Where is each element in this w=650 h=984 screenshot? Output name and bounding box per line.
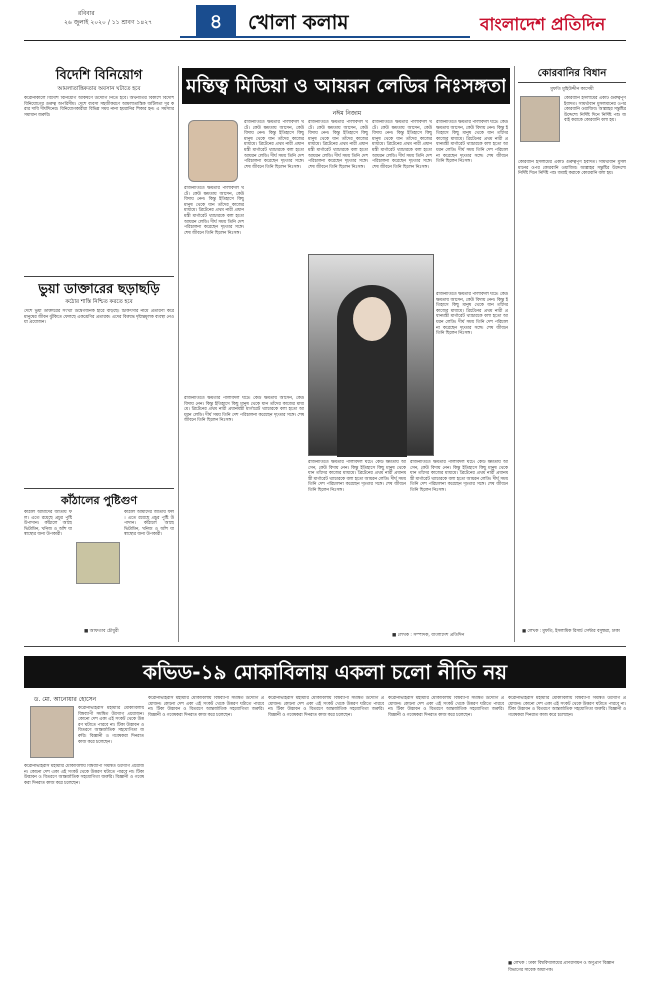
right-byline: ■ লেখক : মুফতি, ইসলামিক রিসার্চ সেন্টার বসুন্ধরা, ঢাকা	[522, 629, 620, 634]
left-divider-2	[24, 488, 174, 489]
main-byline: ■ লেখক : সম্পাদক, বাংলাদেশ প্রতিদিন	[392, 633, 465, 638]
masthead	[0, 0, 650, 60]
doctor-title: ভুয়া ডাক্তারের ছড়াছড়ি	[38, 282, 160, 297]
investment-article	[24, 66, 174, 272]
main-body-col1b: রাজনীতিতে ক্ষমতার পালাবদল ঘটে। কেউ ক্ষমতায় আসেন, কেউ বিদায় নেন। কিন্তু ইতিহাসে কিছু মানুষ থেকে যান তাঁদের কাজের মাধ্যমে। ব্রিটেনের প্রথম নারী প্রধানমন্ত্রী মার্গারেট থ্যাচারকে বলা হতো আয়রন লেডি। দীর্ঘ সময় তিনি দেশ পরিচালনা করেছেন দৃঢ়তার সঙ্গে। শেষ জীবনে তিনি ছিলেন নিঃসঙ্গ।	[244, 120, 304, 170]
section-title: খোলা কলাম	[248, 10, 349, 34]
bottom-byline: ■ লেখক : ঢাকা বিশ্ববিদ্যালয়ের প্রাণরসায়ন ও অণুপ্রাণ বিজ্ঞান বিভাগের সাবেক অধ্যাপক।	[508, 961, 615, 973]
main-body-col1: রাজনীতিতে ক্ষমতার পালাবদল ঘটে। কেউ ক্ষমতায় আসেন, কেউ বিদায় নেন। কিন্তু ইতিহাসে কিছু মানুষ থেকে যান তাঁদের কাজের মাধ্যমে। ব্রিটেনের প্রথম নারী প্রধানমন্ত্রী মার্গারেট থ্যাচারকে বলা হতো আয়রন লেডি। দীর্ঘ সময় তিনি দেশ পরিচালনা করেছেন দৃঢ়তার সঙ্গে। শেষ জীবনে তিনি ছিলেন নিঃসঙ্গ।	[184, 186, 244, 236]
feature-image-face	[353, 297, 391, 341]
page-number: ৪	[196, 5, 236, 37]
main-body-lower-3: রাজনীতিতে ক্ষমতার পালাবদল ঘটে। কেউ ক্ষমতায় আসেন, কেউ বিদায় নেন। কিন্তু ইতিহাসে কিছু মানুষ থেকে যান তাঁদের কাজের মাধ্যমে। ব্রিটেনের প্রথম নারী প্রধানমন্ত্রী মার্গারেট থ্যাচারকে বলা হতো আয়রন লেডি। দীর্ঘ সময় তিনি দেশ পরিচালনা করেছেন দৃঢ়তার সঙ্গে। শেষ জীবনে তিনি ছিলেন নিঃসঙ্গ।	[410, 460, 508, 493]
investment-body: করোনাকালে বিদেশি বিনিয়োগ আকর্ষণে উদ্যোগ নিতে হবে। অর্থনীতির বিকাশে বিদেশি বিনিয়োগের গুরুত্ব অপরিসীম। দেশে ব্যবসা সহজীকরণে আমলাতান্ত্রিক জটিলতা দূর করার দাবি দীর্ঘদিনের। বিনিয়োগকারীরা বিভিন্ন সময় নানা হয়রানির শিকার হন। এ সমস্যার সমাধান জরুরি।	[24, 96, 174, 118]
investment-title: বিদেশি বিনিয়োগ	[55, 68, 143, 83]
brand-logo: বাংলাদেশ প্রতিদিন	[480, 15, 606, 35]
main-body-col4: রাজনীতিতে ক্ষমতার পালাবদল ঘটে। কেউ ক্ষমতায় আসেন, কেউ বিদায় নেন। কিন্তু ইতিহাসে কিছু মানুষ থেকে যান তাঁদের কাজের মাধ্যমে। ব্রিটেনের প্রথম নারী প্রধানমন্ত্রী মার্গারেট থ্যাচারকে বলা হতো আয়রন লেডি। দীর্ঘ সময় তিনি দেশ পরিচালনা করেছেন দৃঢ়তার সঙ্গে। শেষ জীবনে তিনি ছিলেন নিঃসঙ্গ।	[436, 120, 508, 165]
main-body-col3: রাজনীতিতে ক্ষমতার পালাবদল ঘটে। কেউ ক্ষমতায় আসেন, কেউ বিদায় নেন। কিন্তু ইতিহাসে কিছু মানুষ থেকে যান তাঁদের কাজের মাধ্যমে। ব্রিটেনের প্রথম নারী প্রধানমন্ত্রী মার্গারেট থ্যাচারকে বলা হতো আয়রন লেডি। দীর্ঘ সময় তিনি দেশ পরিচালনা করেছেন দৃঢ়তার সঙ্গে। শেষ জীবনে তিনি ছিলেন নিঃসঙ্গ।	[372, 120, 432, 170]
column-rule-left	[178, 66, 179, 642]
right-author: মুফতি মুহিউদ্দীন কাসেমী	[550, 87, 594, 92]
left-divider-1	[24, 276, 174, 277]
jackfruit-body-right: কাঁঠাল আমাদের জাতীয় ফল। এতে রয়েছে প্রচুর পুষ্টি উপাদান। কাঁঠালে আছে ভিটামিন, খনিজ ও আঁশ যা স্বাস্থ্যের জন্য উপকারী।	[124, 510, 174, 538]
main-author: নঈম নিজাম	[332, 110, 362, 117]
jackfruit-article	[24, 492, 174, 642]
investment-subtitle: আমলাতান্ত্রিকতার অবসান ঘটাতে হবে	[57, 86, 141, 92]
column-rule-right	[514, 66, 515, 642]
main-body-col4b: রাজনীতিতে ক্ষমতার পালাবদল ঘটে। কেউ ক্ষমতায় আসেন, কেউ বিদায় নেন। কিন্তু ইতিহাসে কিছু মানুষ থেকে যান তাঁদের কাজের মাধ্যমে। ব্রিটেনের প্রথম নারী প্রধানমন্ত্রী মার্গারেট থ্যাচারকে বলা হতো আয়রন লেডি। দীর্ঘ সময় তিনি দেশ পরিচালনা করেছেন দৃঢ়তার সঙ্গে। শেষ জীবনে তিনি ছিলেন নিঃসঙ্গ।	[436, 292, 508, 337]
author-photo	[188, 120, 238, 182]
bottom-top-rule	[24, 646, 626, 647]
bottom-headline: কভিড-১৯ মোকাবিলায় একলা চলো নীতি নয়	[142, 660, 508, 684]
main-article	[182, 62, 510, 642]
right-article	[518, 62, 626, 642]
bottom-body-col2: করোনাভাইরাস মহামারি মোকাবিলায় বিশ্বব্যাপী সমন্বিত উদ্যোগ প্রয়োজন। কোনো দেশ একা এই সংকট থেকে উত্তরণ ঘটাতে পারবে না। টিকা উদ্ভাবন ও বিতরণে আন্তর্জাতিক সহযোগিতা জরুরি। বিজ্ঞানী ও গবেষকরা দিনরাত কাজ করে চলেছেন।	[148, 696, 264, 718]
bottom-body-col4: করোনাভাইরাস মহামারি মোকাবিলায় বিশ্বব্যাপী সমন্বিত উদ্যোগ প্রয়োজন। কোনো দেশ একা এই সংকট থেকে উত্তরণ ঘটাতে পারবে না। টিকা উদ্ভাবন ও বিতরণে আন্তর্জাতিক সহযোগিতা জরুরি। বিজ্ঞানী ও গবেষকরা দিনরাত কাজ করে চলেছেন।	[388, 696, 504, 718]
weekday: রবিবার	[78, 10, 95, 17]
right-body-a: কোরবানি ইসলামের একটি গুরুত্বপূর্ণ ইবাদত। সামর্থ্যবান মুসলমানের ওপর কোরবানি ওয়াজিব। আল্লাহর সন্তুষ্টির উদ্দেশ্যে নির্দিষ্ট দিনে নির্দিষ্ট পশু জবাই করাকে কোরবানি বলা হয়।	[564, 96, 626, 124]
doctor-article	[24, 280, 174, 486]
jackfruit-title: কাঁঠালের পুষ্টিগুণ	[60, 494, 138, 507]
main-body-col2: রাজনীতিতে ক্ষমতার পালাবদল ঘটে। কেউ ক্ষমতায় আসেন, কেউ বিদায় নেন। কিন্তু ইতিহাসে কিছু মানুষ থেকে যান তাঁদের কাজের মাধ্যমে। ব্রিটেনের প্রথম নারী প্রধানমন্ত্রী মার্গারেট থ্যাচারকে বলা হতো আয়রন লেডি। দীর্ঘ সময় তিনি দেশ পরিচালনা করেছেন দৃঢ়তার সঙ্গে। শেষ জীবনে তিনি ছিলেন নিঃসঙ্গ।	[308, 120, 368, 170]
right-title-rule	[518, 82, 626, 83]
bottom-article	[24, 650, 626, 980]
jackfruit-photo	[76, 542, 120, 584]
doctor-body: দেশে ভুয়া ডাক্তারের সংখ্যা উদ্বেগজনক হারে বাড়ছে। চিকিৎসার নামে প্রতারণা করে মানুষের জীবন ঝুঁকিতে ফেলছে একশ্রেণির প্রতারক। এদের বিরুদ্ধে দৃষ্টান্তমূলক ব্যবস্থা নেওয়া প্রয়োজন।	[24, 309, 174, 326]
feature-image	[308, 254, 434, 456]
jackfruit-body-left: কাঁঠাল আমাদের জাতীয় ফল। এতে রয়েছে প্রচুর পুষ্টি উপাদান। কাঁঠালে আছে ভিটামিন, খনিজ ও আঁশ যা স্বাস্থ্যের জন্য উপকারী।	[24, 510, 72, 538]
right-body-b: কোরবানি ইসলামের একটি গুরুত্বপূর্ণ ইবাদত। সামর্থ্যবান মুসলমানের ওপর কোরবানি ওয়াজিব। আল্লাহর সন্তুষ্টির উদ্দেশ্যে নির্দিষ্ট দিনে নির্দিষ্ট পশু জবাই করাকে কোরবানি বলা হয়।	[518, 160, 626, 177]
right-author-photo	[520, 96, 560, 142]
right-title: কোরবানির বিধান	[537, 68, 607, 79]
date-line: ২৬ জুলাই ২০২০ / ১১ শ্রাবণ ১৪২৭	[64, 19, 153, 26]
bottom-body-col1a: করোনাভাইরাস মহামারি মোকাবিলায় বিশ্বব্যাপী সমন্বিত উদ্যোগ প্রয়োজন। কোনো দেশ একা এই সংকট থেকে উত্তরণ ঘটাতে পারবে না। টিকা উদ্ভাবন ও বিতরণে আন্তর্জাতিক সহযোগিতা জরুরি। বিজ্ঞানী ও গবেষকরা দিনরাত কাজ করে চলেছেন।	[78, 706, 144, 745]
main-body-lower-2: রাজনীতিতে ক্ষমতার পালাবদল ঘটে। কেউ ক্ষমতায় আসেন, কেউ বিদায় নেন। কিন্তু ইতিহাসে কিছু মানুষ থেকে যান তাঁদের কাজের মাধ্যমে। ব্রিটেনের প্রথম নারী প্রধানমন্ত্রী মার্গারেট থ্যাচারকে বলা হতো আয়রন লেডি। দীর্ঘ সময় তিনি দেশ পরিচালনা করেছেন দৃঢ়তার সঙ্গে। শেষ জীবনে তিনি ছিলেন নিঃসঙ্গ।	[308, 460, 406, 493]
bottom-author-photo	[30, 706, 74, 758]
doctor-subtitle: কঠোর শাস্তি নিশ্চিত করতে হবে	[65, 299, 133, 305]
masthead-divider	[24, 40, 626, 41]
jackfruit-byline: ■ আফতাব চৌধুরী	[84, 629, 119, 634]
bottom-author: ড. মো. আনোয়ার হোসেন	[34, 696, 97, 703]
main-headline: মন্তিত্ব মিডিয়া ও আয়রন লেডির নিঃসঙ্গতা	[186, 75, 506, 97]
bottom-body-col3: করোনাভাইরাস মহামারি মোকাবিলায় বিশ্বব্যাপী সমন্বিত উদ্যোগ প্রয়োজন। কোনো দেশ একা এই সংকট থেকে উত্তরণ ঘটাতে পারবে না। টিকা উদ্ভাবন ও বিতরণে আন্তর্জাতিক সহযোগিতা জরুরি। বিজ্ঞানী ও গবেষকরা দিনরাত কাজ করে চলেছেন।	[268, 696, 384, 718]
main-body-lower-1: রাজনীতিতে ক্ষমতার পালাবদল ঘটে। কেউ ক্ষমতায় আসেন, কেউ বিদায় নেন। কিন্তু ইতিহাসে কিছু মানুষ থেকে যান তাঁদের কাজের মাধ্যমে। ব্রিটেনের প্রথম নারী প্রধানমন্ত্রী মার্গারেট থ্যাচারকে বলা হতো আয়রন লেডি। দীর্ঘ সময় তিনি দেশ পরিচালনা করেছেন দৃঢ়তার সঙ্গে। শেষ জীবনে তিনি ছিলেন নিঃসঙ্গ।	[184, 396, 304, 424]
bottom-body-col5: করোনাভাইরাস মহামারি মোকাবিলায় বিশ্বব্যাপী সমন্বিত উদ্যোগ প্রয়োজন। কোনো দেশ একা এই সংকট থেকে উত্তরণ ঘটাতে পারবে না। টিকা উদ্ভাবন ও বিতরণে আন্তর্জাতিক সহযোগিতা জরুরি। বিজ্ঞানী ও গবেষকরা দিনরাত কাজ করে চলেছেন।	[508, 696, 626, 718]
bottom-body-col1: করোনাভাইরাস মহামারি মোকাবিলায় বিশ্বব্যাপী সমন্বিত উদ্যোগ প্রয়োজন। কোনো দেশ একা এই সংকট থেকে উত্তরণ ঘটাতে পারবে না। টিকা উদ্ভাবন ও বিতরণে আন্তর্জাতিক সহযোগিতা জরুরি। বিজ্ঞানী ও গবেষকরা দিনরাত কাজ করে চলেছেন।	[24, 764, 144, 786]
